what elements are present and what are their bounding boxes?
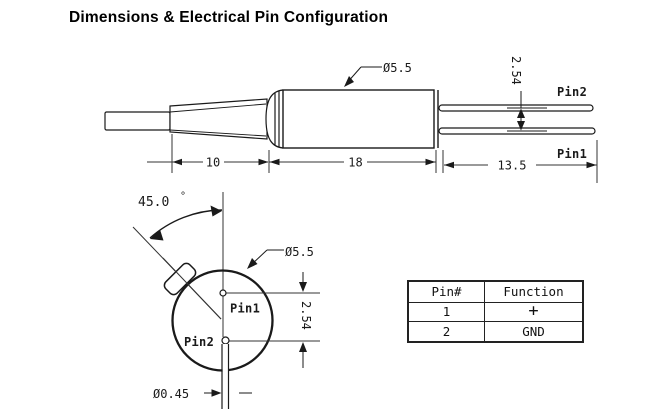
table-row1-function: + — [485, 303, 582, 323]
body-length-label: 18 — [348, 155, 363, 170]
boot-length-label: 10 — [205, 155, 221, 170]
fiber-stub — [105, 112, 170, 130]
side-diameter-leader — [344, 67, 382, 87]
table-row2-function: GND — [522, 323, 545, 339]
component-body — [283, 90, 434, 148]
lead-length-label: 13.5 — [497, 158, 527, 173]
key-angle-label: 45.0 — [138, 195, 170, 210]
front-view — [133, 192, 320, 409]
side-pin1-label: Pin1 — [557, 147, 588, 161]
side-pin2-label: Pin2 — [557, 85, 588, 99]
front-diameter-label: Ø5.5 — [285, 245, 314, 259]
table-header-pin: Pin# — [409, 282, 485, 303]
front-pin2-label: Pin2 — [184, 335, 215, 349]
side-pitch-label: 2.54 — [509, 56, 523, 85]
key-angle-degree: ° — [180, 191, 187, 202]
key-tab — [162, 261, 197, 296]
table-row1-pin: 1 — [409, 303, 485, 323]
pin-function-table — [407, 280, 584, 343]
pin-diameter-label: Ø0.45 — [153, 387, 190, 401]
table-header-function: Function — [485, 282, 582, 303]
front-pin2-point — [222, 337, 229, 344]
front-diameter-leader — [247, 250, 284, 269]
side-diameter-label: Ø5.5 — [383, 61, 412, 75]
front-pitch-label: 2.54 — [299, 301, 313, 330]
table-row2-pin: 2 — [409, 322, 485, 341]
front-pin1-point — [220, 290, 226, 296]
page-title: Dimensions & Electrical Pin Configuration — [69, 9, 389, 26]
front-pin1-label: Pin1 — [230, 301, 261, 316]
